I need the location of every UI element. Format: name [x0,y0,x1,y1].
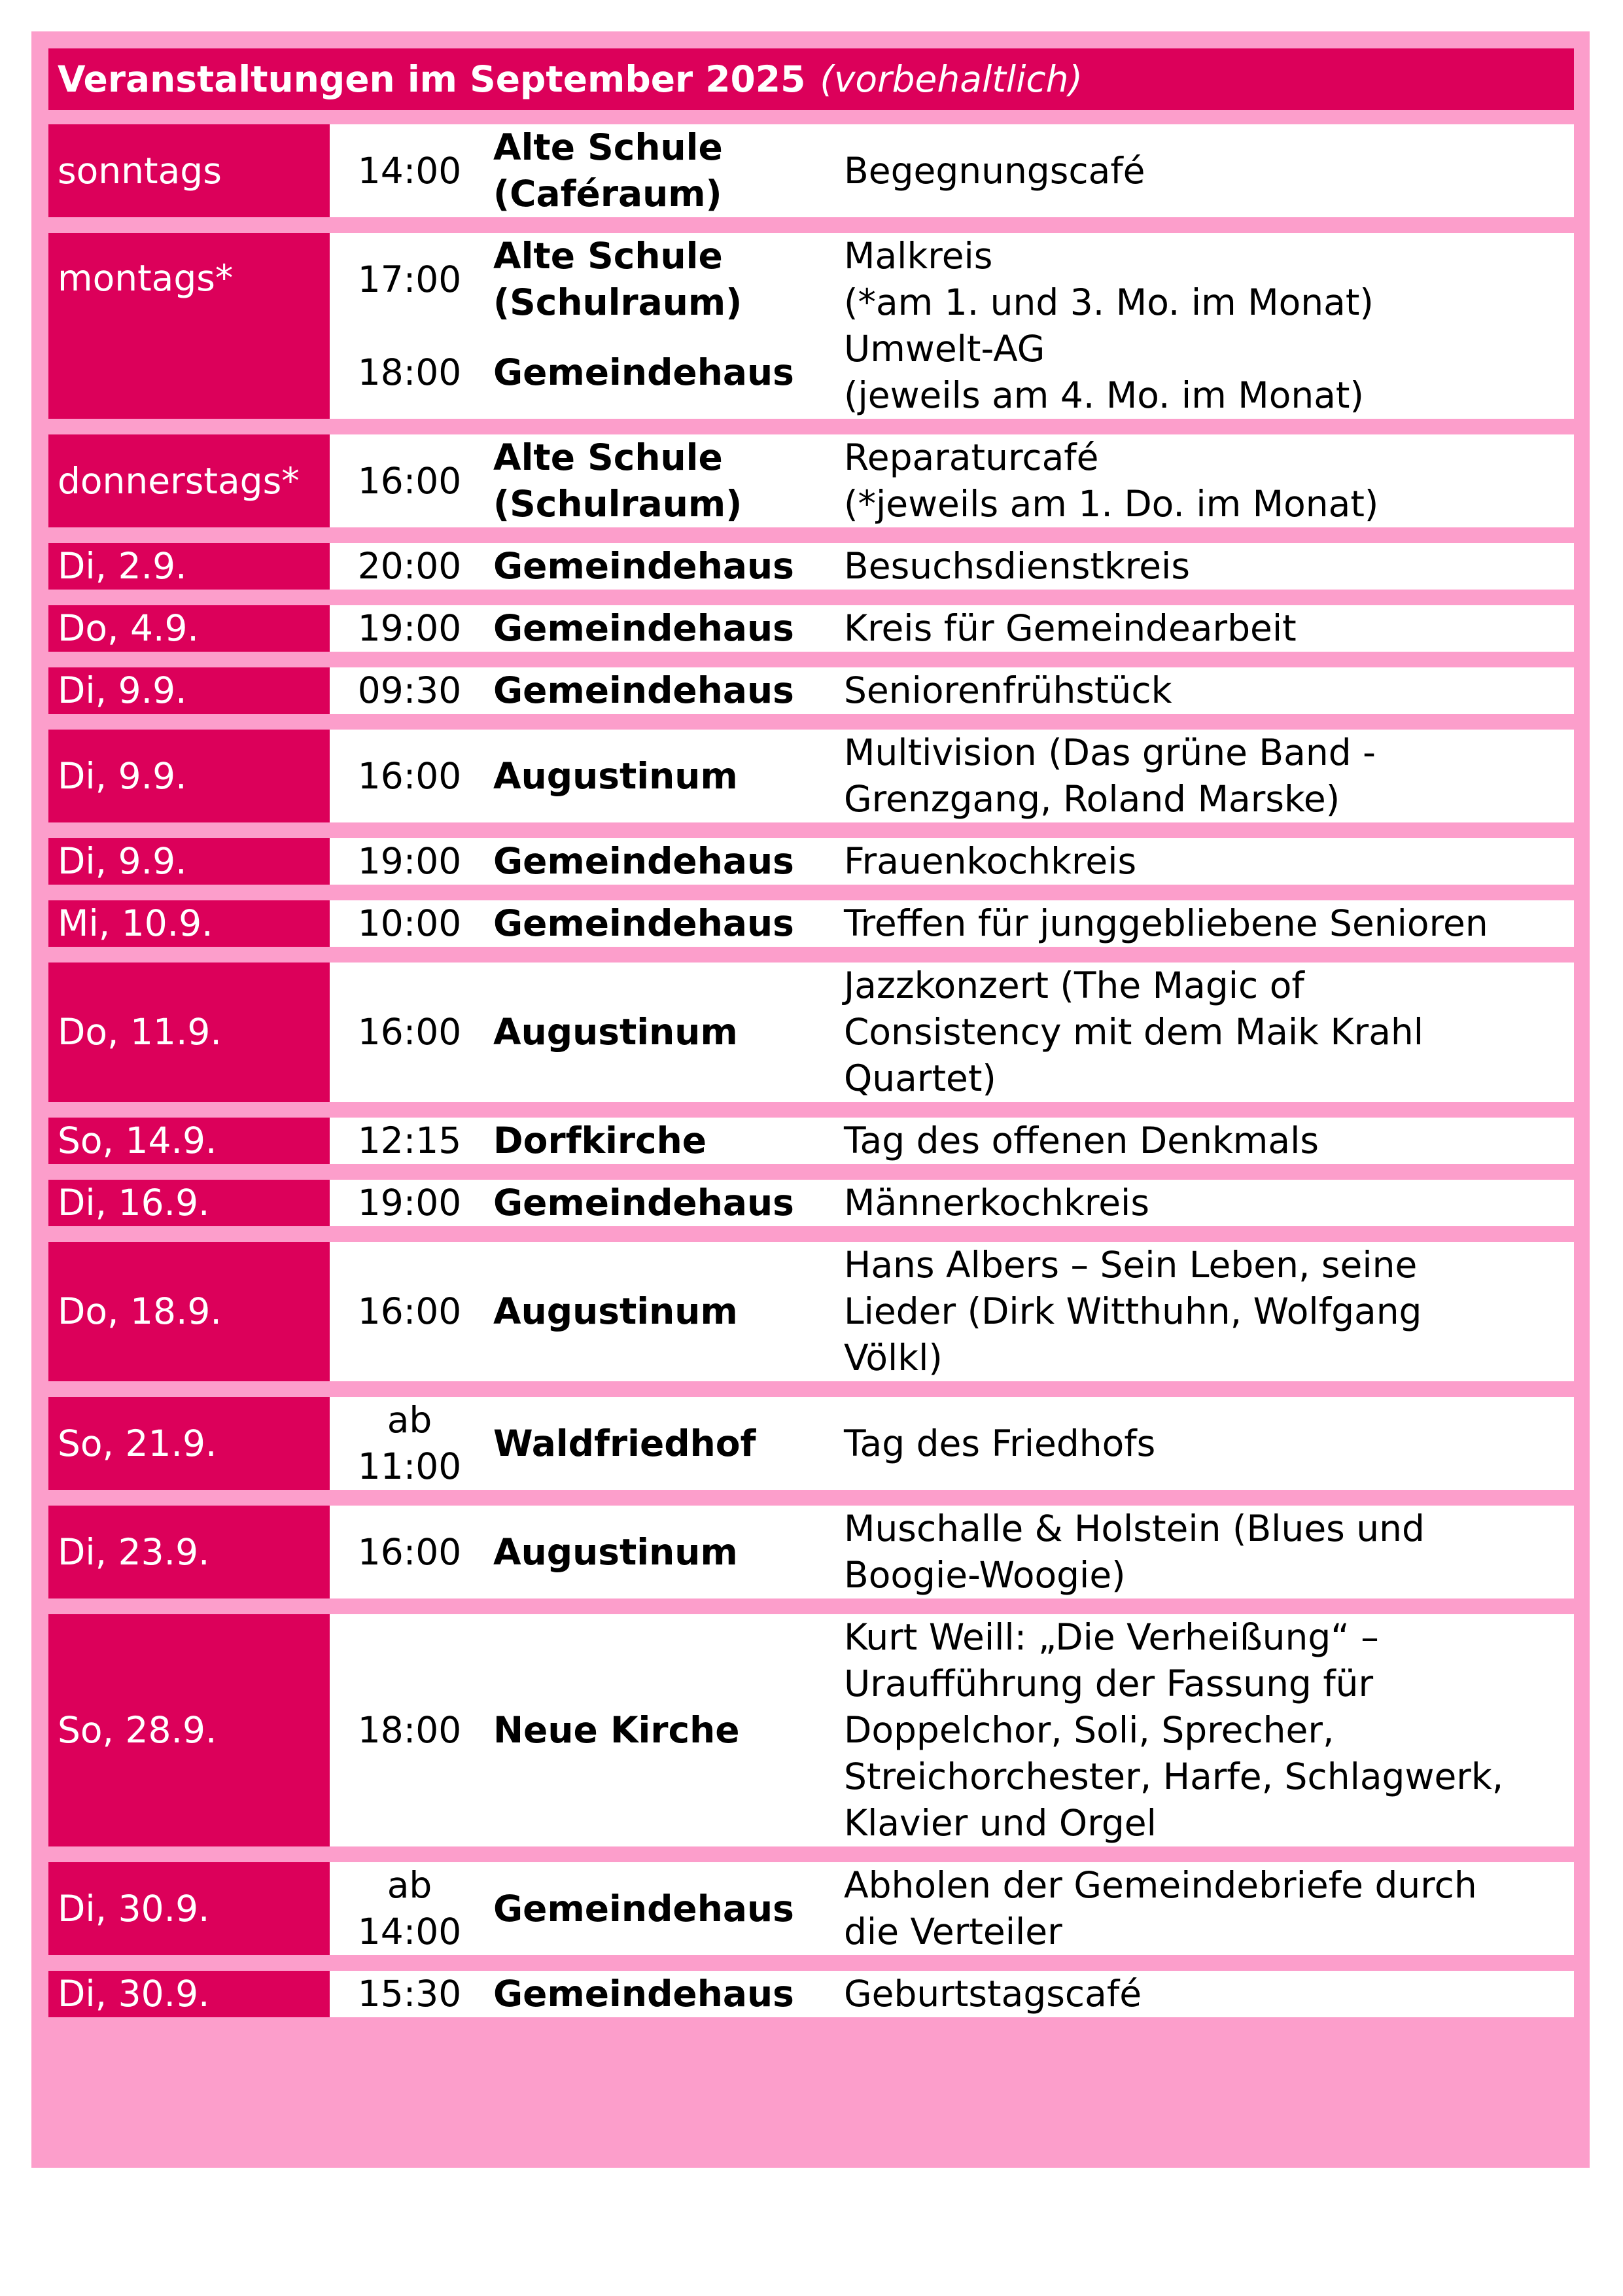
event-details [330,124,1574,217]
event-description: Seniorenfrühstück [844,669,1172,711]
event-details [330,900,1574,947]
event-entry [330,124,1574,217]
event-row [48,1397,1574,1490]
event-entry [330,667,1574,714]
event-description: Frauenkochkreis [844,840,1137,882]
event-details [330,1242,1574,1381]
event-details [330,730,1574,822]
event-description: Umwelt-AG (jeweils am 4. Mo. im Monat) [844,328,1364,416]
event-description: Kurt Weill: „Die Verheißung“ – Uraufführung der Fassung für Doppelchor, Soli, Sprecher, Streichorchester, Harfe, Schlagwerk, Klavier und Orgel [844,1616,1504,1844]
event-date: Di, 2.9. [48,543,330,590]
event-date: Do, 4.9. [48,605,330,652]
event-time: 19:00 [357,840,462,882]
event-place: Gemeindehaus [493,840,794,882]
event-row [48,963,1574,1102]
event-description: Geburtstagscafé [844,1973,1142,2015]
event-row [48,434,1574,527]
event-place: Gemeindehaus [493,607,794,649]
event-rows [48,124,1574,2017]
event-entry [330,605,1574,652]
event-date: Do, 18.9. [48,1242,330,1381]
table-note: (vorbehaltlich) [820,58,1083,100]
event-time: 16:00 [357,1290,462,1332]
event-details [330,1118,1574,1164]
event-place: Augustinum [493,1290,738,1332]
event-time: 12:15 [357,1120,462,1161]
event-description: Reparaturcafé (*jeweils am 1. Do. im Monat) [844,436,1379,525]
event-details [330,434,1574,527]
event-time: 19:00 [357,607,462,649]
event-details [330,1397,1574,1490]
event-description: Muschalle & Holstein (Blues und Boogie-Woogie) [844,1508,1425,1596]
table-title: Veranstaltungen im September 2025 [58,58,806,100]
event-entry [330,1614,1574,1846]
table-header [48,48,1574,110]
event-time: 19:00 [357,1182,462,1224]
event-place: Augustinum [493,754,738,797]
event-details [330,1862,1574,1955]
event-entry [330,900,1574,947]
event-place: Gemeindehaus [493,1973,794,2015]
event-place: Alte Schule (Schulraum) [493,235,742,323]
event-time: 10:00 [357,902,462,944]
event-description: Multivision (Das grüne Band - Grenzgang, Roland Marske) [844,732,1376,820]
event-row [48,543,1574,590]
event-row [48,667,1574,714]
event-date: Di, 23.9. [48,1506,330,1598]
event-details [330,1180,1574,1226]
event-date: donnerstags* [48,434,330,527]
event-place: Gemeindehaus [493,1887,794,1930]
event-description: Treffen für junggebliebene Senioren [844,902,1488,944]
event-entry [330,434,1574,527]
event-place: Gemeindehaus [493,902,794,944]
event-date: sonntags [48,124,330,217]
event-details [330,233,1574,419]
event-date: Di, 9.9. [48,730,330,822]
event-details [330,1971,1574,2017]
event-date: So, 28.9. [48,1614,330,1846]
event-row [48,1971,1574,2017]
event-description: Männerkochkreis [844,1182,1149,1224]
event-place: Alte Schule (Caféraum) [493,126,723,215]
event-time: 14:00 [357,149,462,192]
event-entry [330,1180,1574,1226]
event-description: Abholen der Gemeindebriefe durch die Verteiler [844,1864,1477,1952]
event-place: Augustinum [493,1011,738,1053]
event-row [48,605,1574,652]
event-date: Do, 11.9. [48,963,330,1102]
event-place: Neue Kirche [493,1709,740,1751]
event-description: Begegnungscafé [844,149,1145,192]
event-details [330,838,1574,885]
event-entry [330,1397,1574,1490]
event-date: So, 21.9. [48,1397,330,1490]
event-entry [330,543,1574,590]
event-time: 16:00 [357,1530,462,1573]
event-place: Waldfriedhof [493,1422,756,1464]
event-date: Di, 30.9. [48,1971,330,2017]
event-time: 09:30 [357,669,462,711]
event-place: Gemeindehaus [493,545,794,587]
event-details [330,605,1574,652]
event-details [330,1506,1574,1598]
events-table [31,31,1590,2168]
event-time: 17:00 [357,258,462,300]
event-details [330,1614,1574,1846]
event-row [48,1118,1574,1164]
event-date: Di, 9.9. [48,667,330,714]
event-description: Tag des Friedhofs [844,1422,1156,1464]
event-description: Malkreis (*am 1. und 3. Mo. im Monat) [844,235,1374,323]
event-row [48,1862,1574,1955]
event-description: Jazzkonzert (The Magic of Consistency mit dem Maik Krahl Quartet) [844,964,1424,1099]
event-description: Besuchsdienstkreis [844,545,1190,587]
event-details [330,543,1574,590]
event-entry [330,326,1574,419]
event-date: montags* [48,233,330,419]
event-details [330,963,1574,1102]
event-entry [330,233,1574,326]
event-entry [330,1971,1574,2017]
event-entry [330,963,1574,1102]
event-place: Gemeindehaus [493,351,794,393]
event-date: Di, 16.9. [48,1180,330,1226]
event-place: Gemeindehaus [493,1182,794,1224]
event-entry [330,1862,1574,1955]
event-entry [330,1506,1574,1598]
event-time: 18:00 [357,1709,462,1751]
event-description: Kreis für Gemeindearbeit [844,607,1297,649]
event-row [48,233,1574,419]
event-row [48,1180,1574,1226]
event-description: Hans Albers – Sein Leben, seine Lieder (Dirk Witthuhn, Wolfgang Völkl) [844,1244,1422,1379]
event-time: 15:30 [357,1973,462,2015]
event-entry [330,838,1574,885]
event-date: Di, 30.9. [48,1862,330,1955]
event-row [48,1242,1574,1381]
event-row [48,900,1574,947]
event-time: 16:00 [357,754,462,797]
event-entry [330,730,1574,822]
event-place: Augustinum [493,1530,738,1573]
event-time: 16:00 [357,459,462,502]
event-place: Gemeindehaus [493,669,794,711]
event-place: Alte Schule (Schulraum) [493,436,742,525]
event-time: ab 11:00 [357,1399,462,1487]
event-time: ab 14:00 [357,1864,462,1952]
event-row [48,838,1574,885]
event-time: 18:00 [357,351,462,393]
event-date: So, 14.9. [48,1118,330,1164]
event-description: Tag des offenen Denkmals [844,1120,1319,1161]
event-time: 20:00 [357,545,462,587]
event-date: Di, 9.9. [48,838,330,885]
event-details [330,667,1574,714]
event-entry [330,1118,1574,1164]
event-row [48,1506,1574,1598]
event-row [48,730,1574,822]
event-time: 16:00 [357,1011,462,1053]
event-entry [330,1242,1574,1381]
event-date: Mi, 10.9. [48,900,330,947]
event-row [48,1614,1574,1846]
event-row [48,124,1574,217]
event-place: Dorfkirche [493,1120,707,1161]
